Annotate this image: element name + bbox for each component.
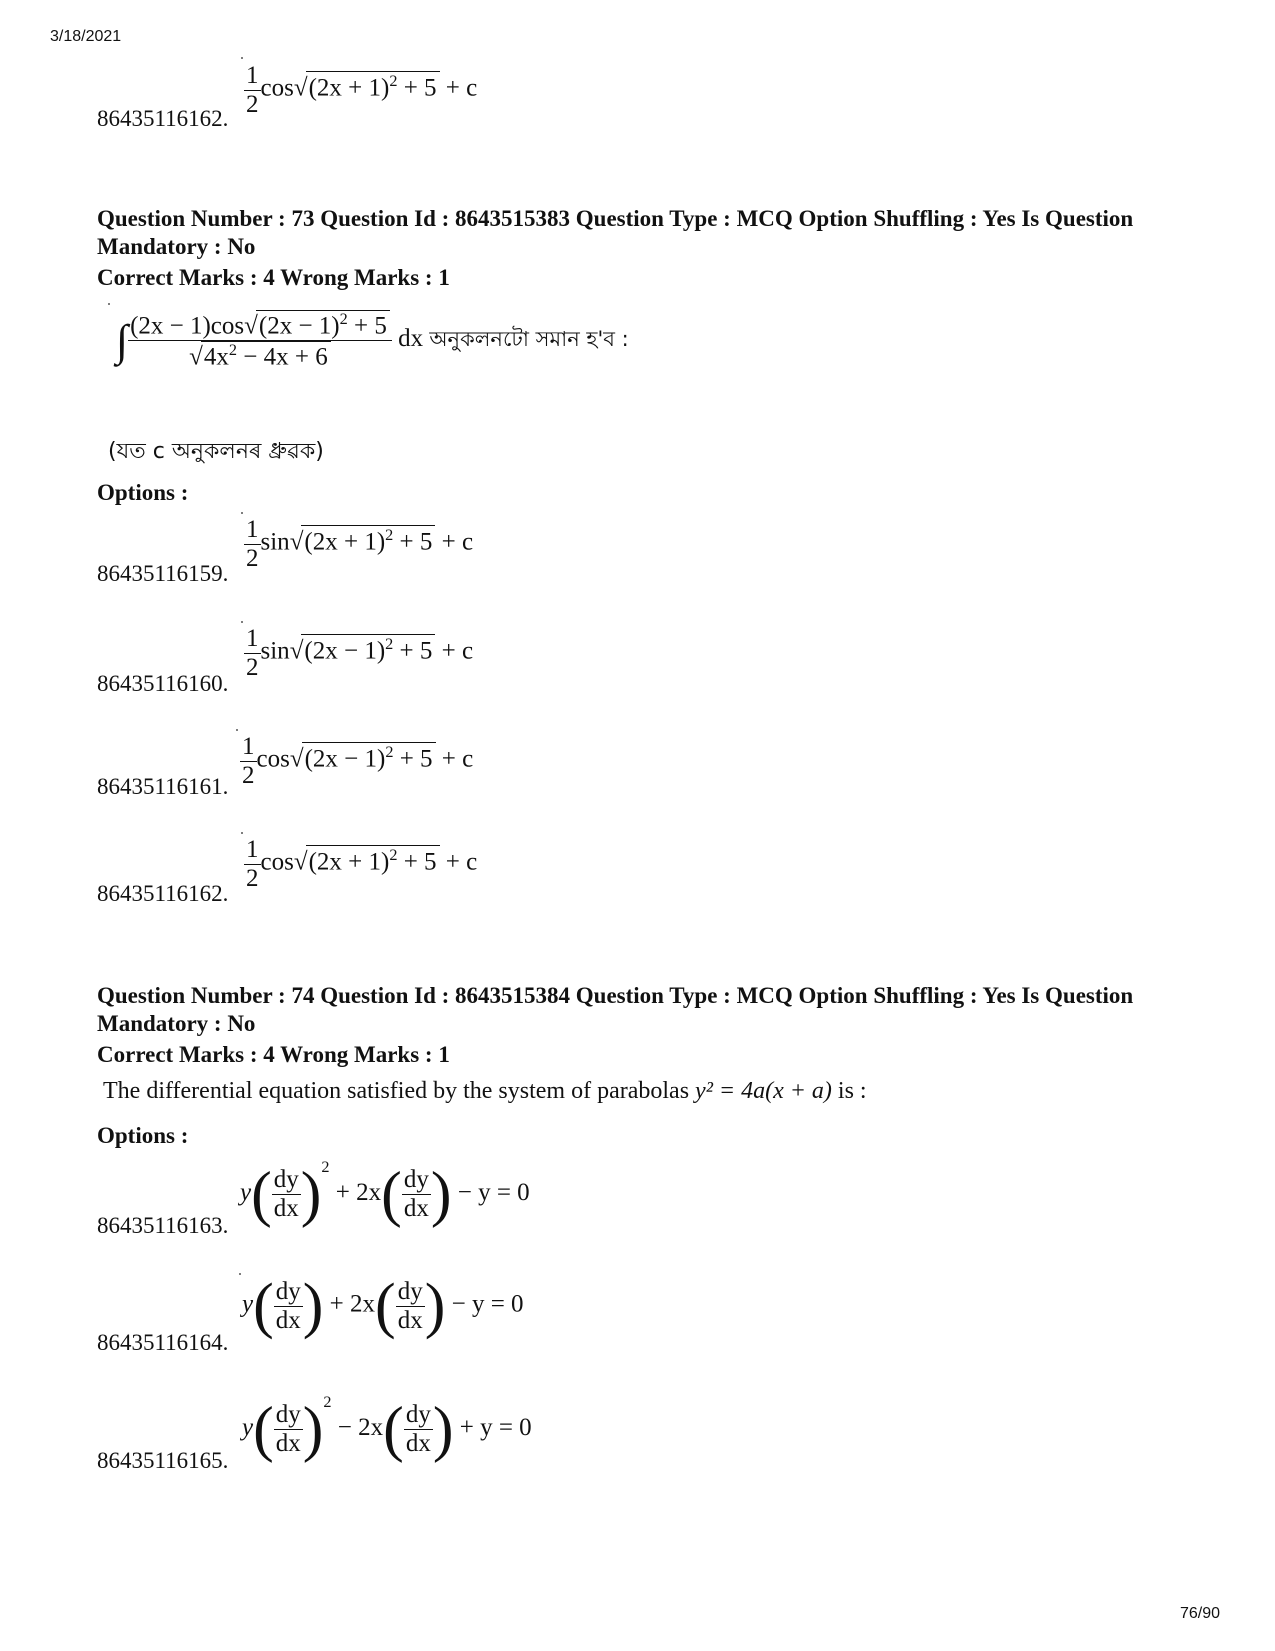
question-marks: Correct Marks : 4 Wrong Marks : 1 bbox=[97, 265, 450, 290]
option-id: 86435116165. bbox=[97, 1448, 229, 1473]
dot-mark bbox=[239, 1273, 241, 1275]
dot-mark bbox=[108, 303, 110, 305]
option-expression: $\frac{1}{2}$ $\cos√(2x + 1)^2 + 5 + c$ bbox=[246, 62, 478, 118]
question-stem-math: ∫ $\frac{(2x - 1)\cos√(2x - 1)^2 + 5}{√4x^2 - 4x + 6}$ dx অনুকলনটো সমান হ'ব : bbox=[116, 310, 629, 371]
options-label: Options : bbox=[97, 1123, 189, 1148]
option-expression: y( $\frac{dy}{dx}$ )$^2$ − 2x( $\frac{dy}{dx}$ ) + y = 0 bbox=[242, 1393, 532, 1464]
option-id: 86435116160. bbox=[97, 671, 229, 696]
question-stem: The differential equation satisfied by the system of parabolas y² = 4a(x + a) is : bbox=[103, 1078, 867, 1104]
option-expression: y( $\frac{dy}{dx}$ )$^2$ + 2x( $\frac{dy}{dx}$ ) − y = 0 bbox=[240, 1158, 530, 1229]
option-expression: $\frac{1}{2}$ $\cos√(2x + 1)^2 + 5 + c$ bbox=[246, 836, 478, 892]
option-id: 86435116161. bbox=[97, 774, 229, 799]
dot-mark bbox=[236, 729, 238, 731]
option-id: 86435116163. bbox=[97, 1213, 229, 1238]
stem-note: (যত c অনুকলনৰ ধ্ৰুৱক) bbox=[108, 439, 324, 464]
dot-mark bbox=[241, 832, 243, 834]
option-expression: $\frac{1}{2}$ $\sin√(2x - 1)^2 + 5 + c$ bbox=[246, 625, 474, 681]
option-id: 86435116164. bbox=[97, 1330, 229, 1355]
option-id: 86435116162. bbox=[97, 106, 229, 131]
print-date: 3/18/2021 bbox=[50, 28, 122, 45]
option-expression: y( $\frac{dy}{dx}$ ) + 2x( $\frac{dy}{dx}$ ) − y = 0 bbox=[242, 1272, 524, 1340]
dot-mark bbox=[241, 57, 243, 59]
dot-mark bbox=[241, 512, 243, 514]
options-label: Options : bbox=[97, 480, 189, 505]
page-number: 76/90 bbox=[1180, 1605, 1221, 1622]
option-id: 86435116162. bbox=[97, 881, 229, 906]
option-expression: $\frac{1}{2}$ $\sin√(2x + 1)^2 + 5 + c$ bbox=[246, 516, 474, 572]
question-marks: Correct Marks : 4 Wrong Marks : 1 bbox=[97, 1042, 450, 1067]
question-header: Question Number : 73 Question Id : 8643515383 Question Type : MCQ Option Shuffling : Yes Is Question Mandatory : No bbox=[97, 206, 1134, 259]
option-id: 86435116159. bbox=[97, 561, 229, 586]
option-expression: $\frac{1}{2}$ $\cos√(2x - 1)^2 + 5 + c$ bbox=[242, 733, 474, 789]
question-header: Question Number : 74 Question Id : 8643515384 Question Type : MCQ Option Shuffling : Yes Is Question Mandatory : No bbox=[97, 983, 1134, 1036]
dot-mark bbox=[241, 621, 243, 623]
